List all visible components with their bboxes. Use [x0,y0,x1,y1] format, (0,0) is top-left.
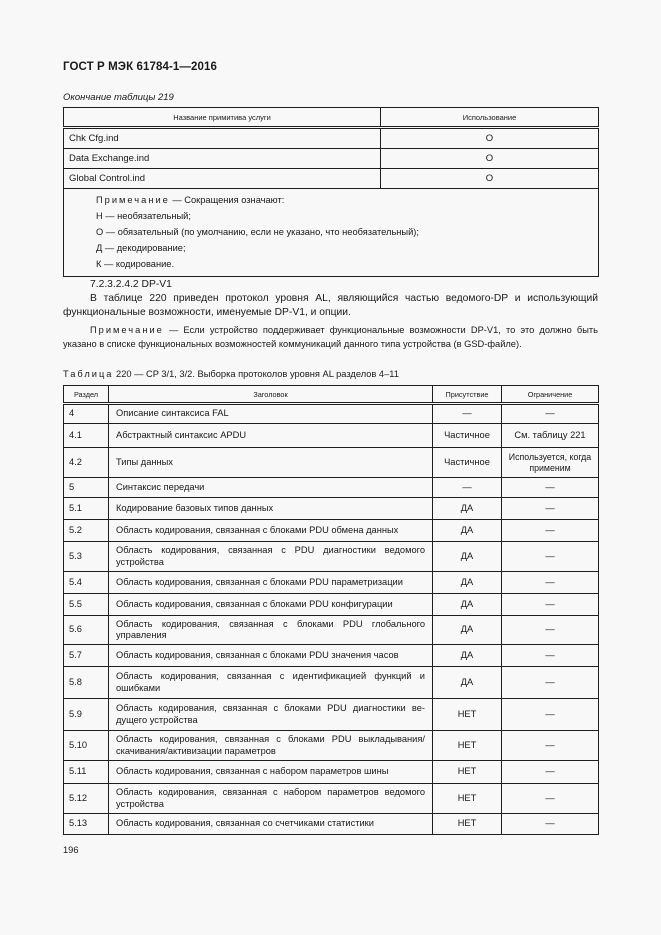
column-header-primitive-name: Название примитива услуги [64,108,381,128]
limitation-value: — [502,667,599,699]
section-title: Область кодирования, связанная с набором параметров ведомого устройства [109,784,433,814]
column-header-limitation: Ограничение [502,386,599,404]
primitive-name: Global Control.ind [64,169,381,189]
limitation-value: — [502,645,599,667]
section-title: Область кодирования, связанная с блоками PDU выкладывания/скачивания/активизации параметров [109,731,433,761]
table-row [64,731,599,761]
column-header-section: Раздел [64,386,109,404]
table-row [64,667,599,699]
limitation-value: — [502,784,599,814]
section-title: Область кодирования, связанная с набором параметров шины [109,761,433,784]
usage-value: O [381,169,599,189]
table-row [64,404,599,424]
section-number: 5.4 [64,572,109,594]
section-title: Область кодирования, связанная с идентификацией функций и ошибками [109,667,433,699]
presence-value: НЕТ [433,699,502,731]
table-row [64,520,599,542]
table-label: Таблица [63,369,114,379]
section-title: Синтаксис передачи [109,478,433,498]
section-number: 5.1 [64,498,109,520]
note-label: Примечание [96,195,170,205]
table-header-row [64,108,599,128]
presence-value: Частичное [433,424,502,448]
limitation-value: — [502,699,599,731]
table-row [64,149,599,169]
table-220-caption [63,369,399,379]
presence-value: НЕТ [433,814,502,835]
column-header-title: Заголовок [109,386,433,404]
presence-value: Частичное [433,448,502,478]
limitation-value: — [502,498,599,520]
usage-value: O [381,149,599,169]
table-header-row [64,386,599,404]
table-caption-text: 220 — CP 3/1, 3/2. Выборка протоколов уровня AL разделов 4–11 [113,369,399,379]
table-row [64,478,599,498]
section-number: 5 [64,478,109,498]
presence-value: НЕТ [433,731,502,761]
section-heading: 7.2.3.2.4.2 DP-V1 [90,279,172,290]
section-title: Область кодирования, связанная с PDU диагностики ведомого устройства [109,542,433,572]
section-number: 5.2 [64,520,109,542]
section-title: Описание синтаксиса FAL [109,404,433,424]
table-row [64,542,599,572]
note-text: — Если устройство поддерживает функциональные возможности DP-V1, то это должно быть указано в списке функциональных возможностей коммуникаций данного типа устройства (в GSD-файле). [63,325,598,349]
note-line: Д — декодирование; [96,243,186,253]
section-number: 5.7 [64,645,109,667]
limitation-value: — [502,478,599,498]
presence-value: НЕТ [433,761,502,784]
section-title: Область кодирования, связанная со счетчиками статистики [109,814,433,835]
note-intro: Примечание — Сокращения означают: [96,195,285,205]
primitive-name: Data Exchange.ind [64,149,381,169]
limitation-value: — [502,404,599,424]
table-note [64,189,599,277]
table-row [64,761,599,784]
limitation-value: — [502,761,599,784]
limitation-value: Используется, когда применим [502,448,599,478]
presence-value: ДА [433,616,502,645]
section-number: 5.11 [64,761,109,784]
section-number: 5.5 [64,594,109,616]
presence-value: — [433,404,502,424]
section-number: 5.10 [64,731,109,761]
section-title: Кодирование базовых типов данных [109,498,433,520]
table-row [64,448,599,478]
primitive-name: Chk Cfg.ind [64,128,381,149]
document-code-header: ГОСТ Р МЭК 61784-1—2016 [63,61,217,73]
usage-value: O [381,128,599,149]
section-number: 5.13 [64,814,109,835]
limitation-value: — [502,814,599,835]
table-row [64,699,599,731]
column-header-presence: Присутствие [433,386,502,404]
limitation-value: — [502,520,599,542]
presence-value: — [433,478,502,498]
presence-value: ДА [433,498,502,520]
table-220 [63,385,599,835]
table-note-row [64,189,599,277]
note-line: К — кодирование. [96,259,175,269]
table-row [64,572,599,594]
section-title: Область кодирования, связанная с блоками PDU значения часов [109,645,433,667]
section-number: 4.2 [64,448,109,478]
section-title: Область кодирования, связанная с блоками PDU диагностики ве-дущего устройства [109,699,433,731]
limitation-value: — [502,572,599,594]
table-row [64,784,599,814]
presence-value: ДА [433,667,502,699]
column-header-usage: Использование [381,108,599,128]
table-row [64,498,599,520]
limitation-value: См. таблицу 221 [502,424,599,448]
section-number: 5.6 [64,616,109,645]
table-row [64,616,599,645]
note-label: Примечание [90,325,164,335]
section-title: Область кодирования, связанная с блоками PDU конфигурации [109,594,433,616]
table-row [64,594,599,616]
section-number: 4 [64,404,109,424]
table-row [64,645,599,667]
presence-value: НЕТ [433,784,502,814]
table-row [64,128,599,149]
table-220-body [64,404,599,835]
section-number: 5.9 [64,699,109,731]
table-219 [63,107,599,277]
section-title: Область кодирования, связанная с блоками PDU глобального управления [109,616,433,645]
presence-value: ДА [433,542,502,572]
table-row [64,814,599,835]
section-title: Типы данных [109,448,433,478]
section-number: 5.3 [64,542,109,572]
section-paragraph: В таблице 220 приведен протокол уровня AL, являющийся частью ведомого-DP и использующий функциональные возможности, именуемые DP-V1, и опции. [63,293,598,318]
section-number: 5.12 [64,784,109,814]
presence-value: ДА [433,572,502,594]
note-line: Н — необязательный; [96,211,191,221]
limitation-value: — [502,731,599,761]
presence-value: ДА [433,594,502,616]
section-number: 5.8 [64,667,109,699]
presence-value: ДА [433,645,502,667]
limitation-value: — [502,594,599,616]
limitation-value: — [502,542,599,572]
presence-value: ДА [433,520,502,542]
page-number: 196 [63,845,79,855]
limitation-value: — [502,616,599,645]
section-note [63,324,598,351]
table-row [64,169,599,189]
section-title: Абстрактный синтаксис APDU [109,424,433,448]
section-number: 4.1 [64,424,109,448]
section-title: Область кодирования, связанная с блоками PDU параметризации [109,572,433,594]
section-title: Область кодирования, связанная с блоками PDU обмена данных [109,520,433,542]
note-line: О — обязательный (по умолчанию, если не указано, что необязательный); [96,227,419,237]
table-219-continuation-caption: Окончание таблицы 219 [63,92,174,103]
table-row [64,424,599,448]
